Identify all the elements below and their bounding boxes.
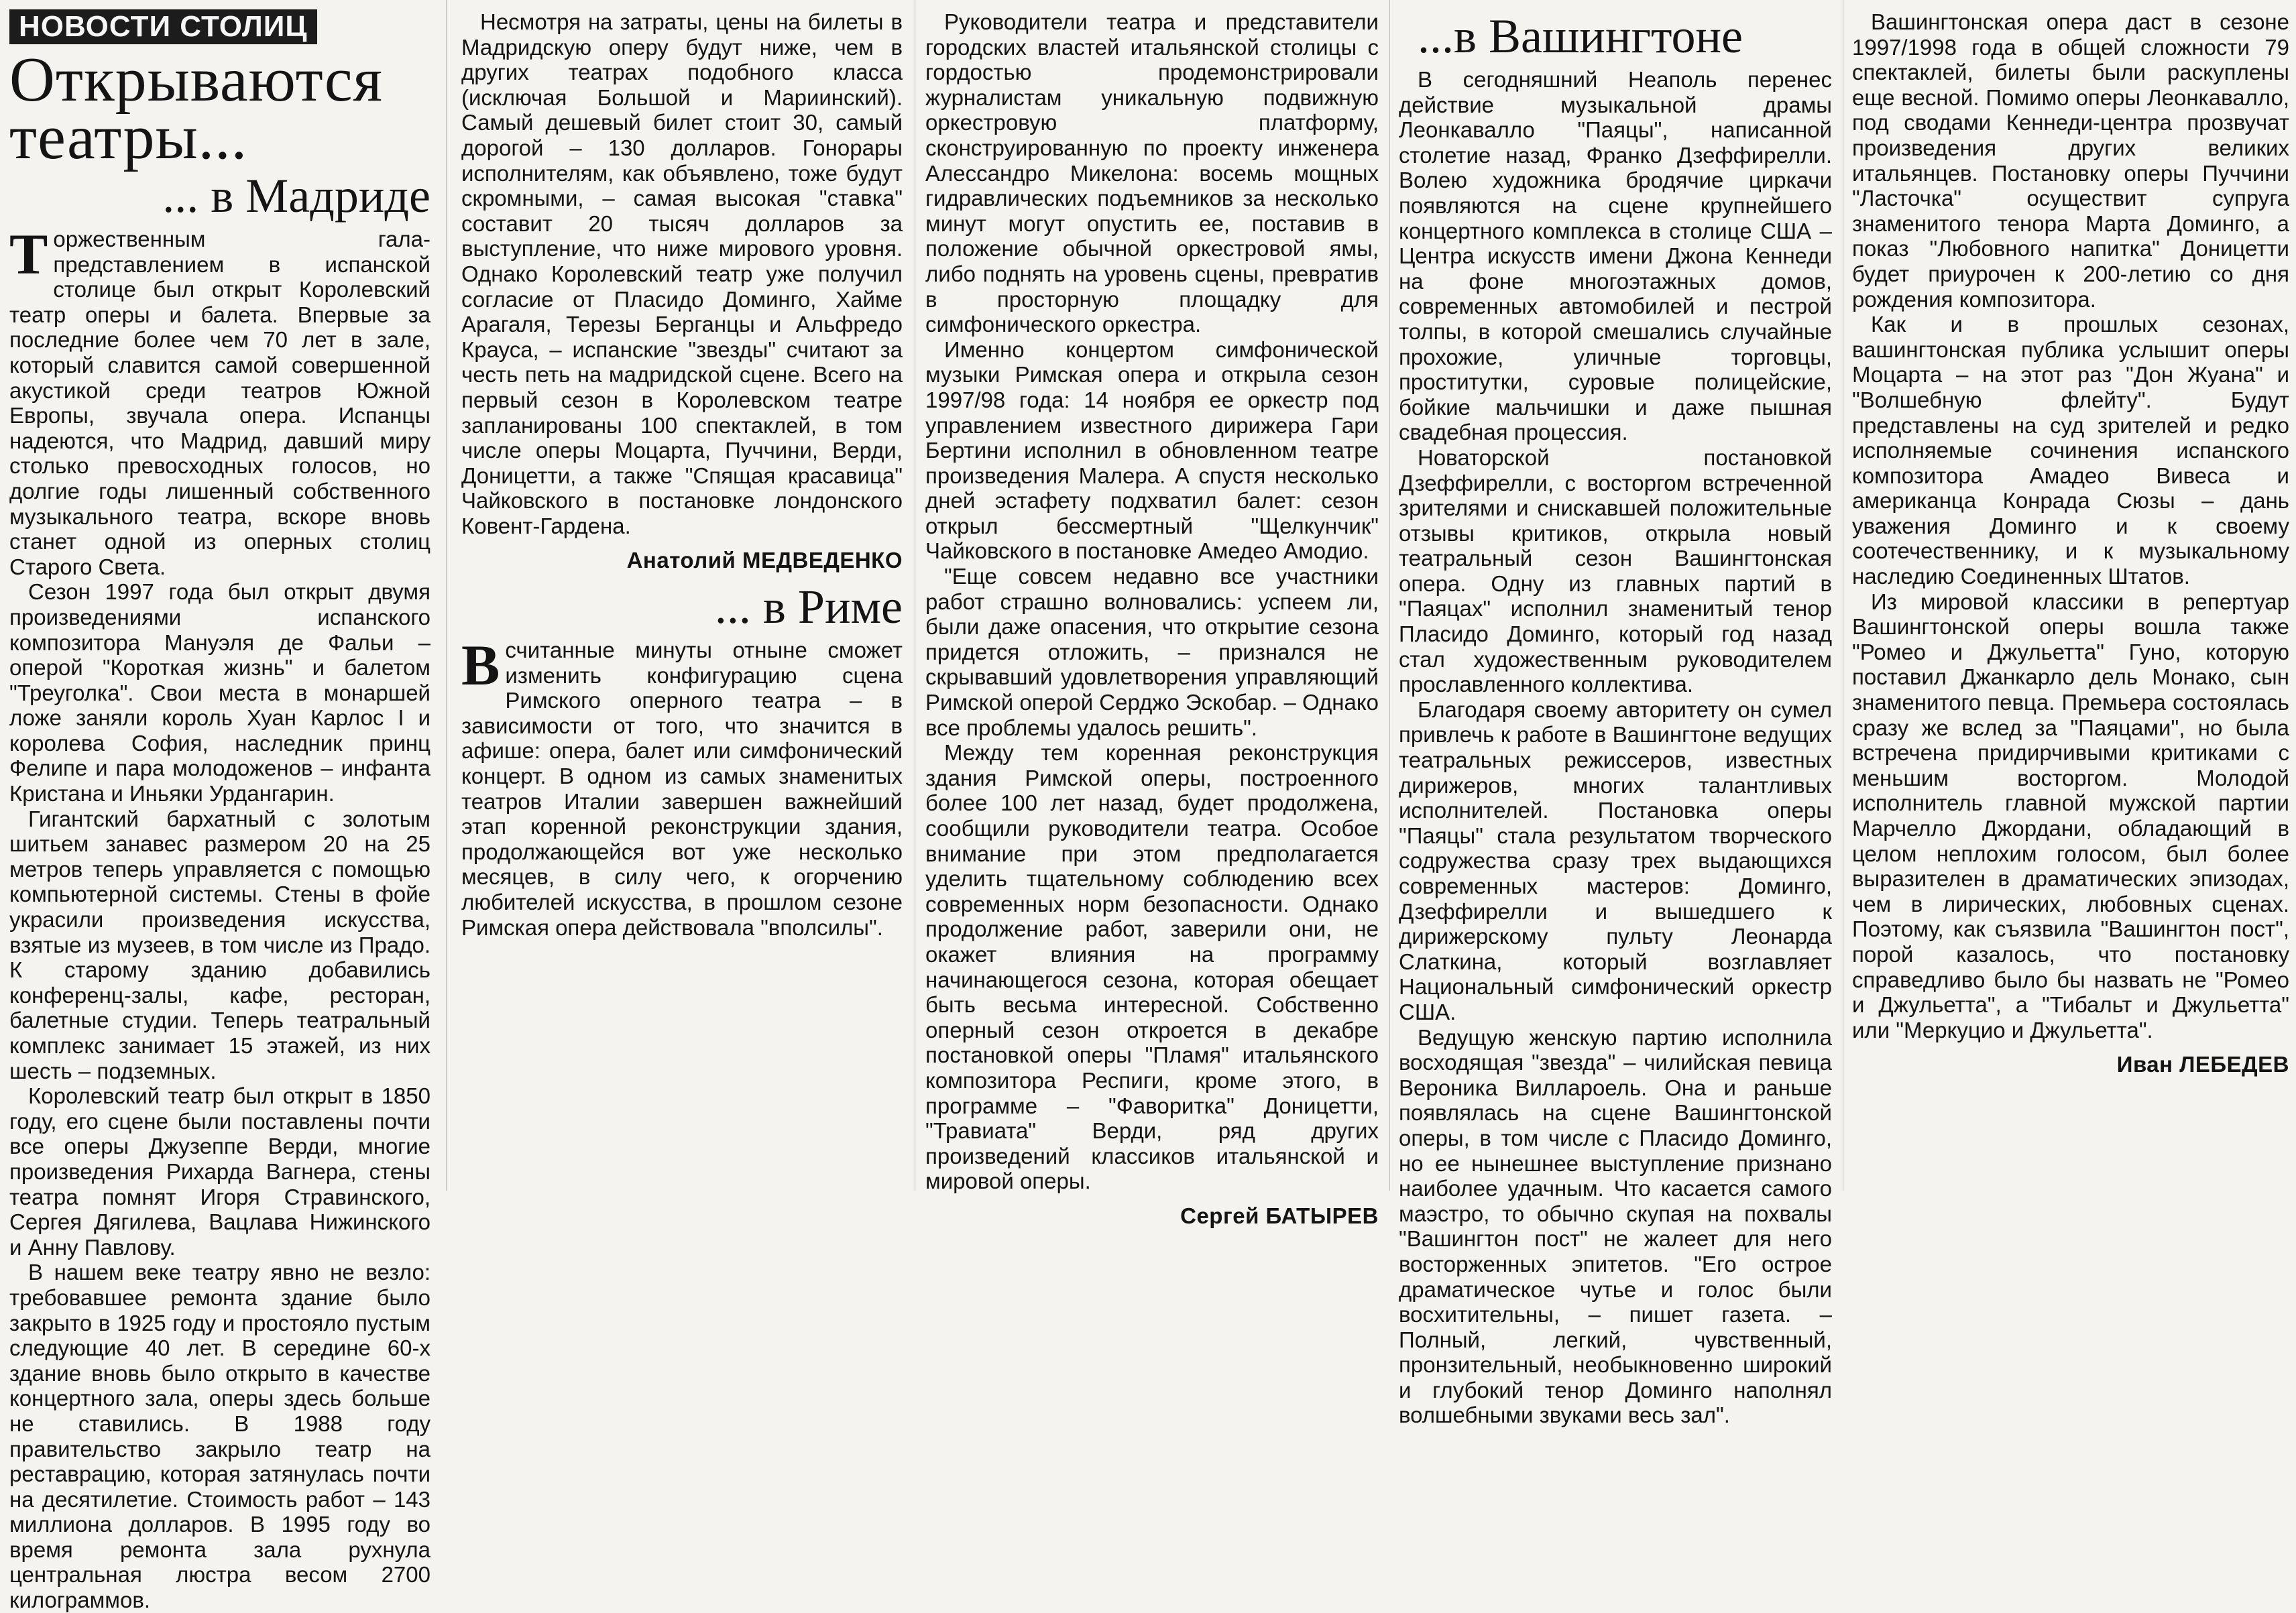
- column-rule: [446, 0, 447, 1191]
- column-2: [461, 9, 903, 1186]
- madrid-paragraph: Сезон 1997 года был открыт двумя произведениями испанского композитора Мануэля де Фальи – оперой "Короткая жизнь" и балетом "Треуголка". Свои места в монаршей ложе заняли король Хуан Карлос I и королева София, наследник принц Фелипе и пара молодоженов – инфанта Кристана и Иньяки Урдангарин.: [9, 579, 431, 806]
- subhead-washington: ...в Вашингтоне: [1418, 9, 1743, 63]
- column-rule: [1389, 0, 1390, 1191]
- rome-paragraph: Между тем коренная реконструкция здания Римской оперы, построенного более 100 лет назад, будет продолжена, сообщили руководители театра. Особое внимание при этом предполагается уделить тщательному соблюдению всех современных норм безопасности. Однако продолжение работ, заверили они, не окажет влияния на программу начинающегося сезона, которая обещает быть весьма интересной. Собственно оперный сезон откроется в декабре постановкой оперы "Пламя" итальянского композитора Респиги, кроме этого, в программе – "Фаворитка" Доницетти, "Травиата" Верди, ряд других произведений классиков итальянской и мировой оперы.: [925, 740, 1379, 1194]
- washington-paragraph: Новаторской постановкой Дзеффирелли, с восторгом встреченной зрителями и снискавшей положительные отзывы критиков, открыла новый театральный сезон Вашингтонская опера. Одну из главных партий в "Паяцах" исполнил знаменитый тенор Пласидо Доминго, который год назад стал художественным руководителем прославленного коллектива.: [1399, 444, 1832, 697]
- author-signature: Сергей БАТЫРЕВ: [1180, 1203, 1379, 1228]
- column-1: [9, 9, 431, 1613]
- madrid-paragraph: Несмотря на затраты, цены на билеты в Мадридскую оперу будут ниже, чем в других театрах подобного класса (исключая Большой и Мариинский). Самый дешевый билет стоит 30, самый дорогой – 130 долларов. Гонорары исполнителям, как объявлено, тоже будут скромными, – самая высокая "ставка" составит 20 тысяч долларов за выступление, что ниже мирового уровня. Однако Королевский театр уже получил согласие от Пласидо Доминго, Хайме Арагаля, Терезы Берганцы и Альфредо Крауса, – испанские "звезды" считают за честь петь на мадридской сцене. Всего на первый сезон в Королевском театре запланированы 100 спектаклей, в том числе оперы Моцарта, Пуччини, Верди, Доницетти, а также "Спящая красавица" Чайковского в постановке лондонского Ковент-Гардена.: [461, 9, 903, 538]
- washington-paragraph: Как и в прошлых сезонах, вашингтонская публика услышит оперы Моцарта – на этот раз "Дон Жуана" и "Волшебную флейту". Будут представлены на суд зрителей и редко исполняемые сочинения испанского композитора Амадео Вивеса и американца Конрада Сюзы – дань уважения Доминго и к своему соотечественнику, и к музыкальному наследию Соединенных Штатов.: [1852, 312, 2289, 589]
- author-signature: Иван ЛЕБЕДЕВ: [2116, 1052, 2289, 1077]
- dropcap: В: [461, 633, 500, 698]
- paragraph-text: считанные минуты отныне сможет изменить конфигурацию сцена Римского оперного театра – в зависимости от того, что значится в афише: опера, балет или симфонический концерт. В одном из самых знаменитых театров Италии завершен важнейший этап коренной реконструкции здания, продолжающейся вот уже несколько месяцев, в силу чего, к огорчению любителей искусства, в прошлом сезоне Римская опера действовала "вполсилы".: [461, 638, 903, 940]
- washington-paragraph: Благодаря своему авторитету он сумел привлечь к работе в Вашингтоне ведущих театральных режиссеров, известных дирижеров, многих талантливых исполнителей. Постановка оперы "Паяцы" стала результатом творческого содружества сразу трех выдающихся современных мастеров: Доминго, Дзеффирелли и вышедшего к дирижерскому пульту Леонарда Слаткина, который возглавляет Национальный симфонический оркестр США.: [1399, 697, 1832, 1024]
- column-4: [1399, 9, 1832, 1428]
- paragraph-text: оржественным гала-представлением в испанской столице был открыт Королевский театр оперы и балета. Впервые за последние более чем 70 лет в зале, который славится самой совершенной акустикой среди театров Южной Европы, звучала опера. Испанцы надеются, что Мадрид, давший миру столько превосходных голосов, но долгие годы лишенный собственного музыкального театра, вскоре вновь станет одной из оперных столиц Старого Света.: [9, 227, 431, 579]
- headline: [9, 45, 431, 172]
- washington-paragraph: В сегодняшний Неаполь перенес действие музыкальной драмы Леонкавалло "Паяцы", написанной столетие назад, Франко Дзеффирелли. Волею художника бродячие циркачи появляются на сцене крупнейшего концертного комплекса в столице США –Центра искусств имени Джона Кеннеди на фоне многоэтажных домов, современных автомобилей и пестрой толпы, в которой смешались случайные прохожие, уличные торговцы, проститутки, суровые полицейские, бойкие мальчишки и даже пышная свадебная процессия.: [1399, 67, 1832, 445]
- rome-paragraph: [461, 633, 903, 940]
- column-3: [925, 9, 1379, 1228]
- subhead-rome: ... в Риме: [714, 580, 903, 634]
- madrid-paragraph: В нашем веке театру явно не везло: требовавшее ремонта здание было закрыто в 1925 году и простояло пустым следующие 40 лет. В середине 60-х здание вновь было открыто в качестве концертного зала, оперы здесь больше не ставились. В 1988 году правительство закрыло театр на реставрацию, которая затянулась почти на десятилетие. Стоимость работ – 143 миллиона долларов. В 1995 году во время ремонта зала рухнула центральная люстра весом 2700 килограммов.: [9, 1260, 431, 1613]
- subhead-madrid: ... в Мадриде: [162, 169, 431, 223]
- rubric-label: НОВОСТИ СТОЛИЦ: [9, 9, 317, 44]
- headline-line-1: Открываются: [9, 45, 383, 115]
- washington-paragraph: Ведущую женскую партию исполнила восходящая "звезда" – чилийская певица Вероника Виллароель. Она и раньше появлялась на сцене Вашингтонской оперы, в том числе с Пласидо Доминго, но ее нынешнее выступление признано наиболее удачным. Что касается самого маэстро, то обычно скупая на похвалы "Вашингтон пост" не жалеет для него восторженных эпитетов. "Его острое драматическое чутье и голос были восхитительны, – пишет газета. – Полный, легкий, чувственный, пронзительный, необыкновенно широкий и глубокий тенор Доминго наполнял волшебными звуками весь зал".: [1399, 1024, 1832, 1428]
- washington-paragraph: Вашингтонская опера даст в сезоне 1997/1998 года в общей сложности 79 спектаклей, билеты были раскуплены еще весной. Помимо оперы Леонкавалло, под сводами Кеннеди-центра прозвучат произведения других великих итальянцев. Постановку оперы Пуччини "Ласточка" осуществит супруга знаменитого тенора Марта Доминго, а показ "Любовного напитка" Доницетти будет приурочен к 200-летию со дня рождения композитора.: [1852, 9, 2289, 312]
- madrid-paragraph: [9, 222, 431, 579]
- rome-paragraph: Руководители театра и представители городских властей итальянской столицы с гордостью продемонстрировали журналистам уникальную подвижную оркестровую платформу, сконструированную по проекту инженера Алессандро Микелона: восемь мощных гидравлических подъемников за несколько минут могут опустить ее, поставив в положение обычной оркестровой ямы, либо поднять на уровень сцены, превратив в просторную площадку для симфонического оркестра.: [925, 9, 1379, 337]
- rome-paragraph: Именно концертом симфонической музыки Римская опера и открыла сезон 1997/98 года: 14 ноября ее оркестр под управлением известного дирижера Гари Бертини исполнил в обновленном театре произведения Малера. А спустя несколько дней эстафету подхватил балет: сезон открыл бессмертный "Щелкунчик" Чайковского в постановке Амедео Амодио.: [925, 337, 1379, 564]
- author-signature: Анатолий МЕДВЕДЕНКО: [626, 548, 903, 573]
- madrid-paragraph: Гигантский бархатный с золотым шитьем занавес размером 20 на 25 метров теперь управляется с помощью компьютерной системы. Стены в фойе украсили произведения искусства, взятые из музеев, в том числе из Прадо. К старому зданию добавились конференц-залы, кафе, ресторан, балетные студии. Теперь театральный комплекс занимает 15 этажей, из них шесть – подземных.: [9, 806, 431, 1083]
- column-5: [1852, 9, 2289, 1186]
- rome-paragraph: "Еще совсем недавно все участники работ страшно волновались: успеем ли, были даже опасения, что открытие сезона придется отложить, – признался не скрывавший удовлетворения управляющий Римской оперой Серджо Эскобар. – Однако все проблемы удалось решить".: [925, 564, 1379, 740]
- dropcap: Т: [9, 222, 48, 286]
- headline-line-2: театры...: [9, 103, 248, 172]
- washington-paragraph: Из мировой классики в репертуар Вашингтонской оперы вошла также "Ромео и Джульетта" Гуно, которую поставил Джанкарло дель Монако, сын знаменитого певца. Премьера состоялась сразу же вслед за "Паяцами", но была встречена придирчивыми критиками с меньшим восторгом. Молодой исполнитель главной мужской партии Марчелло Джордани, обладающий в целом неплохим голосом, был более выразителен в драматических эпизодах, чем в лирических, любовных сценах. Поэтому, как съязвила "Вашингтон пост", порой казалось, что постановку справедливо было бы назвать не "Ромео и Джульетта", а "Тибальт и Джульетта" или "Меркуцио и Джульетта".: [1852, 589, 2289, 1042]
- madrid-paragraph: Королевский театр был открыт в 1850 году, его сцене были поставлены почти все оперы Джузеппе Верди, многие произведения Рихарда Вагнера, стены театра помнят Игоря Стравинского, Сергея Дягилева, Вацлава Нижинского и Анну Павлову.: [9, 1083, 431, 1260]
